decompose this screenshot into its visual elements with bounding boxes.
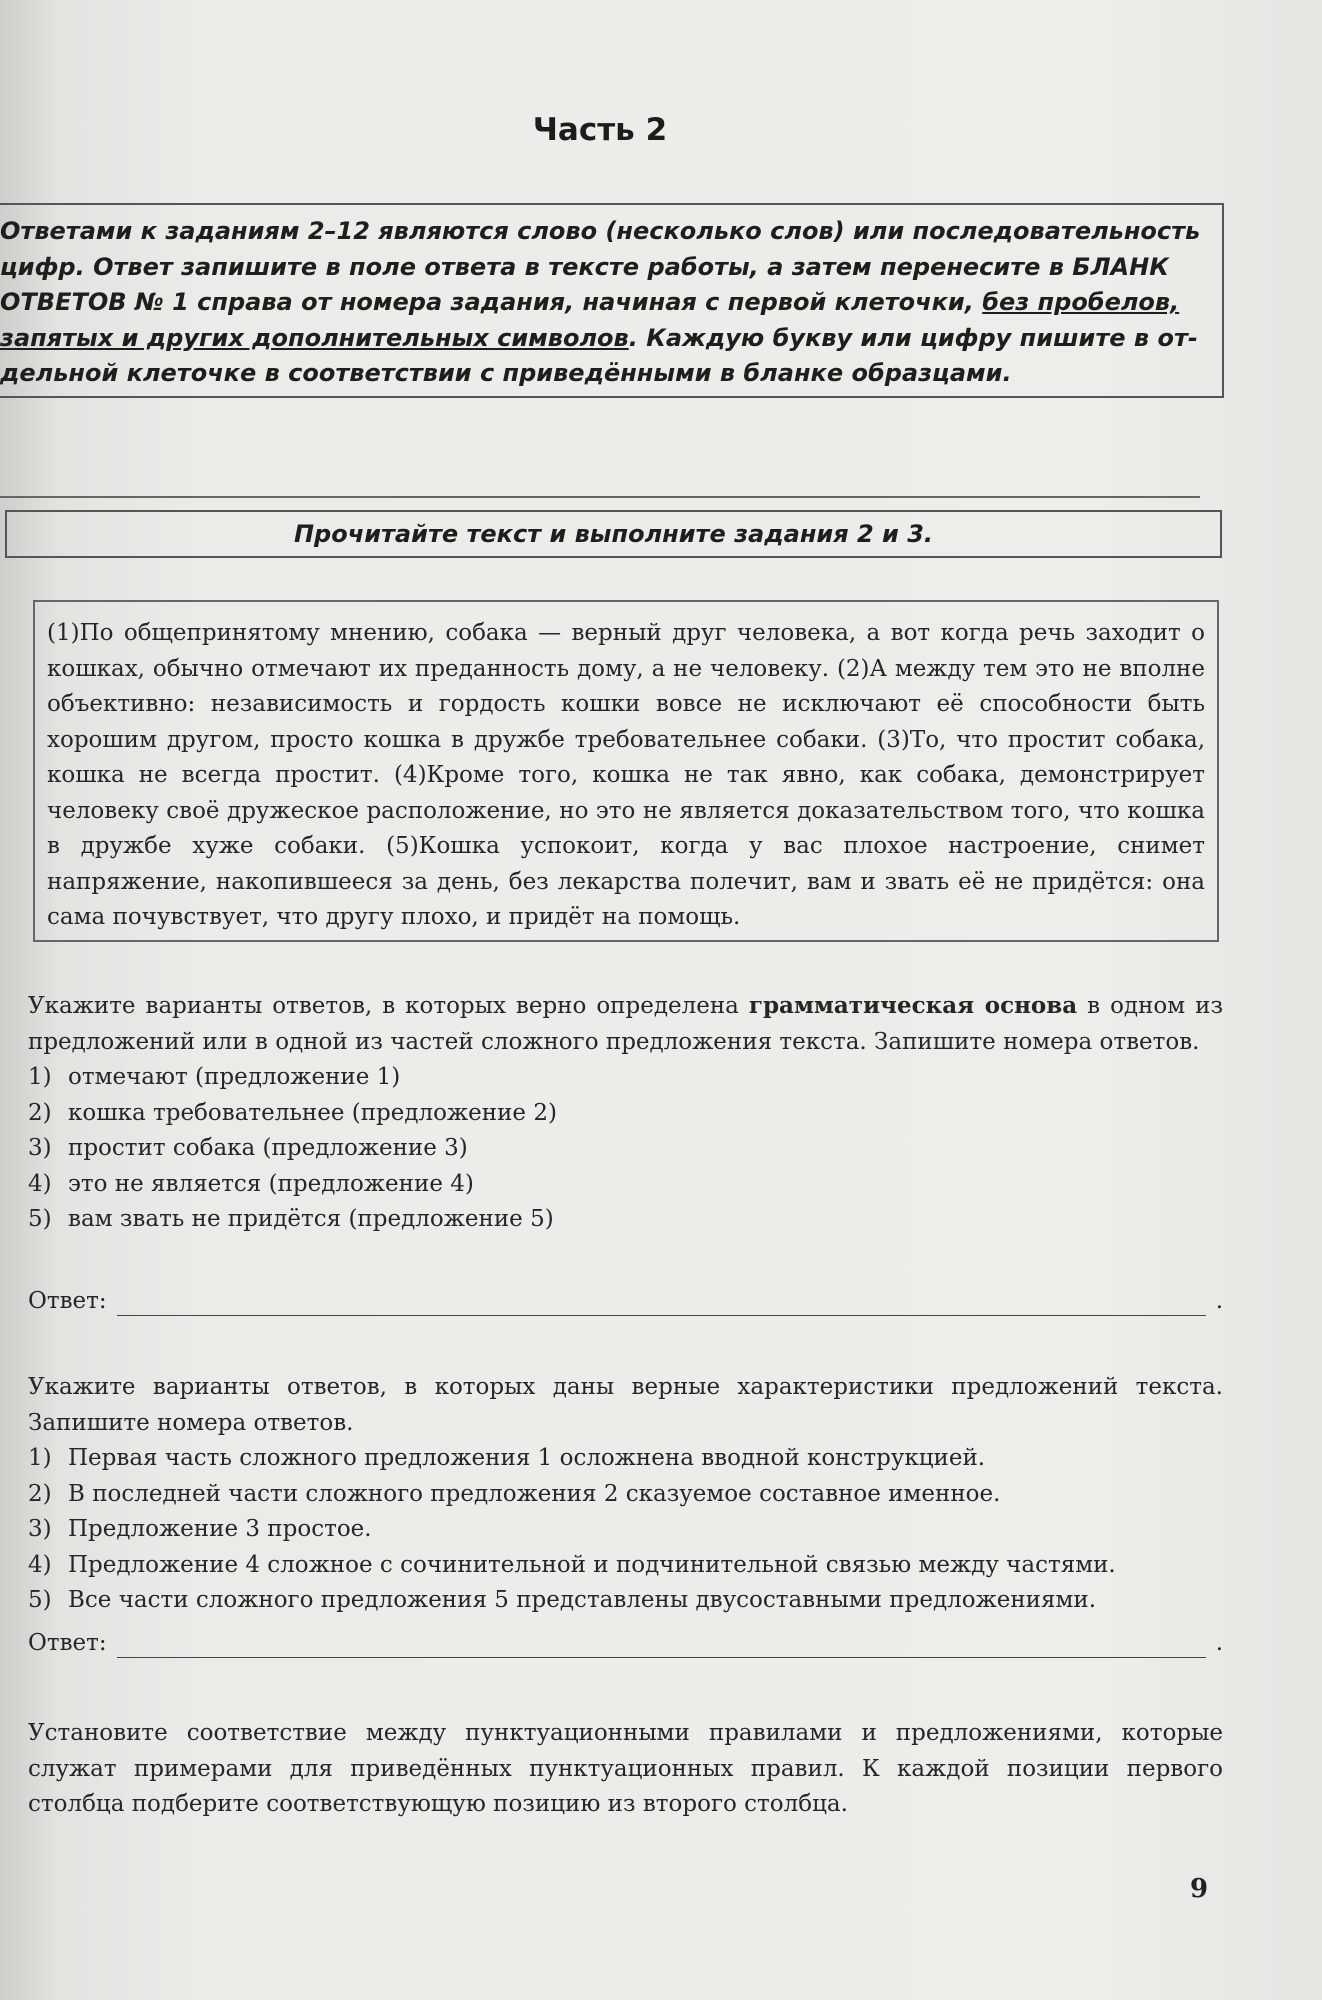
task-2-lead: Укажите варианты ответов, в которых верно определена грамматическая основа в одном из предложений или в одной из частей сложного предложения текста. Запишите номера ответов. [28, 992, 1223, 1055]
separator [0, 496, 1200, 498]
answer-option: 2) В последней части сложного предложения 2 сказуемое составное именное. [28, 1480, 1001, 1507]
answer-option: 5) вам звать не придётся (предложение 5) [28, 1206, 554, 1232]
instructions-line: Ответами к заданиям 2–12 являются слово (несколько слов) или последовательность [0, 217, 1201, 245]
answer-option: 2) кошка требовательнее (предложение 2) [28, 1099, 557, 1126]
read-task-heading: Прочитайте текст и выполните задания 2 и 3. [5, 510, 1222, 558]
answer-option: 3) простит собака (предложение 3) [28, 1135, 468, 1161]
task-2 [28, 988, 1223, 1238]
answer-field[interactable] [117, 1633, 1206, 1658]
answer-label: Ответ: [28, 1630, 107, 1656]
reading-text: (1)По общепринятому мнению, собака — верный друг человека, а вот когда речь заходит о кошках, обычно отмечают их преданность дому, а не человеку. (2)А между тем это не вполне объективно: независимость и гордость кошки вовсе не исключают её способности быть хорошим другом, просто кошка в дружбе требовательнее собаки. (3)То, что простит собака, кошка не всегда простит. (4)Кроме того, кошка не так явно, как собака, демонстрирует человеку своё дружеское расположение, но это не является доказательством того, что кошка в дружбе хуже собаки. (5)Кошка успокоит, когда у вас плохое настроение, снимет напряжение, накопившееся за день, без лекарства полечит, вам и звать её не придётся: она сама почувствует, что другу плохо, и придёт на помощь. [33, 600, 1219, 942]
page-number: 9 [1190, 1874, 1209, 1904]
task-3-lead: Укажите варианты ответов, в которых даны верные характеристики предложений текста. Запишите номера ответов. [28, 1374, 1223, 1436]
answer-option: 1) отмечают (предложение 1) [28, 1064, 401, 1090]
answer-option: 4) Предложение 4 сложное с сочинительной и подчинительной связью между частями. [28, 1551, 1116, 1578]
instructions-box [0, 203, 1224, 398]
task-2-answer: Ответ: . [28, 1288, 1223, 1314]
answer-label: Ответ: [28, 1288, 107, 1314]
answer-option: 1) Первая часть сложного предложения 1 осложнена вводной конструкцией. [28, 1445, 986, 1471]
answer-option: 5) Все части сложного предложения 5 представлены двусоставными предложениями. [28, 1587, 1097, 1613]
instructions-line: дельной клеточке в соответствии с приведёнными в бланке образцами. [0, 359, 1012, 387]
task-4-lead: Установите соответствие между пунктуационными правилами и предложениями, которые служат примерами для приведённых пунктуационных правил. К каждой позиции первого столбца подберите соответствующую позицию из второго столбца. [28, 1720, 1223, 1817]
task-3 [28, 1370, 1223, 1619]
answer-option: 4) это не является (предложение 4) [28, 1170, 474, 1197]
task-4 [28, 1716, 1223, 1823]
answer-option: 3) Предложение 3 простое. [28, 1516, 372, 1542]
instructions-line: запятых и других дополнительных символов. Каждую букву или цифру пишите в от- [0, 323, 1198, 352]
answer-field[interactable] [117, 1291, 1206, 1316]
instructions-line: ОТВЕТОВ № 1 справа от номера задания, начиная с первой клеточки, без пробелов, [0, 288, 1180, 316]
task-3-answer: Ответ: . [28, 1630, 1223, 1656]
instructions-line: цифр. Ответ запишите в поле ответа в тексте работы, а затем перенесите в БЛАНК [0, 252, 1169, 281]
part-title: Часть 2 [532, 112, 668, 148]
